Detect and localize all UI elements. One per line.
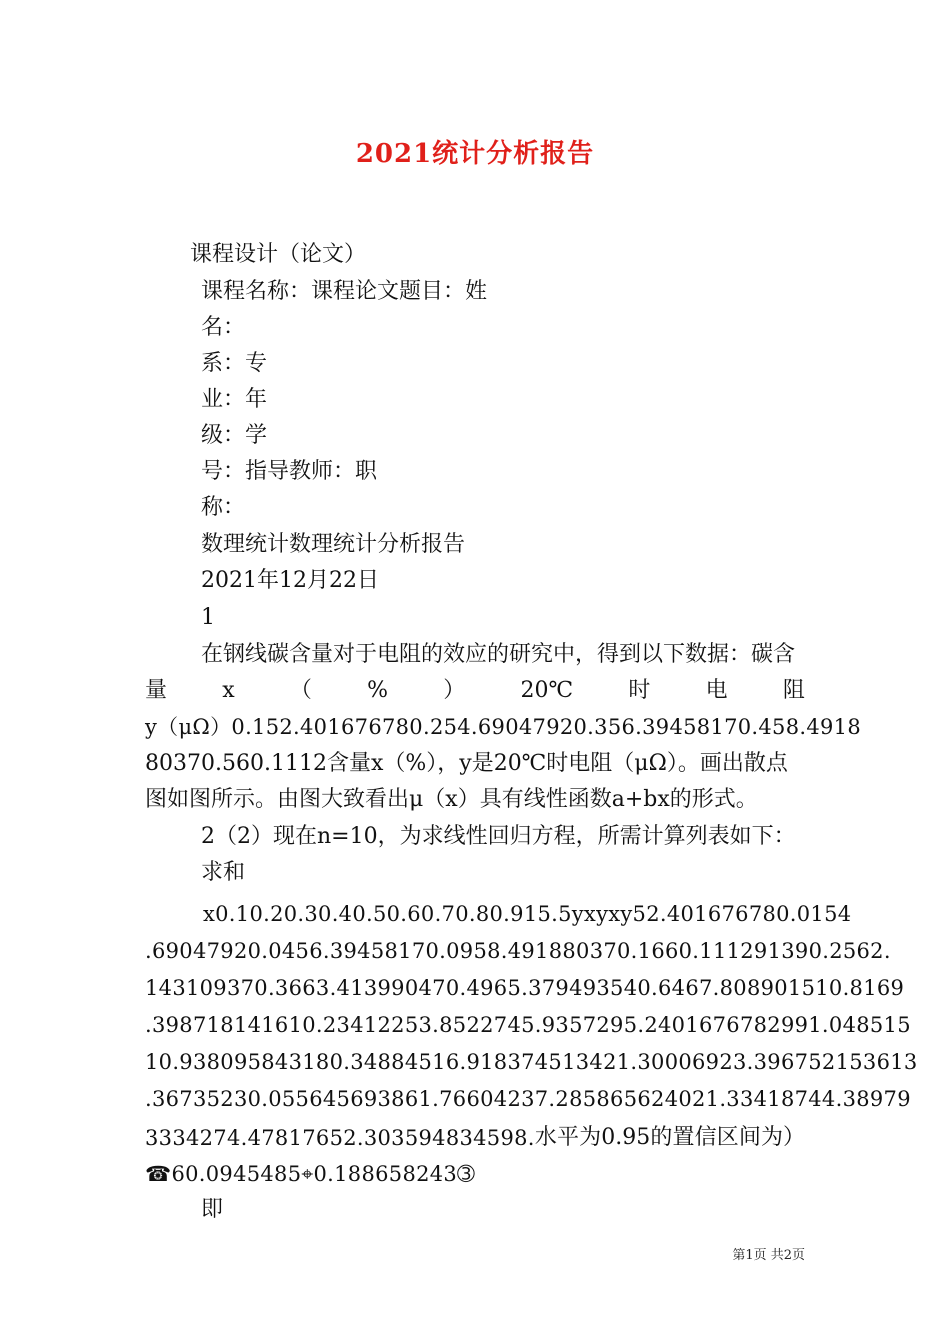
ci-word: 信	[694, 1125, 717, 1150]
line-department: 系：专	[201, 351, 268, 376]
line-grade: 级：学	[201, 423, 268, 448]
line-ji: 即	[201, 1197, 224, 1222]
data-line-5: 10.938095843180.34884516.918374513421.30006923.396752153613	[145, 1050, 918, 1074]
line-major: 业：年	[201, 387, 268, 412]
line-course-design: 课程设计（论文）	[190, 242, 367, 267]
ci-word: 置	[672, 1125, 695, 1150]
paragraph-sum: 求和	[201, 860, 246, 885]
paragraph-1-line-3: y（μΩ）0.152.401676780.254.69047920.356.39458170.458.4918	[145, 715, 861, 739]
line-date: 2021年12月22日	[201, 568, 379, 593]
ci-word: 0.95	[601, 1125, 651, 1150]
paragraph-1-line-2	[145, 676, 805, 706]
spread-word: （	[289, 678, 312, 703]
ci-word: 为）	[760, 1125, 805, 1150]
paragraph-1-line-5: 图如图所示。由图大致看出μ（x）具有线性函数a+bx的形式。	[145, 787, 758, 812]
spread-word: x	[222, 678, 235, 703]
data-line-1: x0.10.20.30.40.50.60.70.80.915.5yxyxy52.401676780.0154	[203, 902, 852, 926]
line-name: 名：	[201, 315, 246, 340]
ci-number: 3334274.47817652.303594834598.	[145, 1126, 535, 1150]
spread-word: %	[367, 678, 389, 703]
spread-word: 量	[145, 678, 168, 703]
spread-word: 阻	[782, 678, 805, 703]
spread-word: ）	[443, 678, 466, 703]
data-line-8: ☎60.0945485⌖0.188658243➂	[145, 1162, 475, 1186]
line-report-name: 数理统计数理统计分析报告	[201, 532, 466, 557]
ci-word: 的	[650, 1125, 673, 1150]
line-student-id: 号：指导教师：职	[201, 459, 378, 484]
spread-word: 20℃	[520, 678, 574, 703]
document-title: 2021统计分析报告	[355, 139, 595, 169]
paragraph-2: 2（2）现在n=10，为求线性回归方程，所需计算列表如下：	[201, 824, 796, 849]
page-footer: 第1页 共2页	[732, 1248, 805, 1263]
data-line-3: 143109370.3663.413990470.4965.379493540.6467.808901510.8169	[145, 976, 905, 1000]
ci-word: 间	[738, 1125, 761, 1150]
line-page-number: 1	[201, 605, 215, 630]
paragraph-1-line-4: 80370.560.1112含量x（%），y是20℃时电阻（μΩ）。画出散点	[145, 751, 788, 776]
ci-word: 平	[557, 1125, 580, 1150]
line-title: 称：	[201, 495, 246, 520]
line-course-name: 课程名称：课程论文题目：姓	[201, 279, 488, 304]
ci-word: 为	[579, 1125, 602, 1150]
spread-word: 电	[705, 678, 728, 703]
spread-word: 时	[628, 678, 651, 703]
data-line-7	[145, 1123, 805, 1153]
data-line-6: .36735230.055645693861.76604237.285865624021.33418744.38979	[145, 1087, 911, 1111]
ci-word: 水	[534, 1125, 557, 1150]
paragraph-1-line-1: 在钢线碳含量对于电阻的效应的研究中，得到以下数据：碳含	[201, 642, 796, 667]
data-line-4: .398718141610.23412253.8522745.9357295.2401676782991.048515	[145, 1013, 911, 1037]
data-line-2: .69047920.0456.39458170.0958.491880370.1660.111291390.2562.	[145, 939, 891, 963]
ci-word: 区	[716, 1125, 739, 1150]
